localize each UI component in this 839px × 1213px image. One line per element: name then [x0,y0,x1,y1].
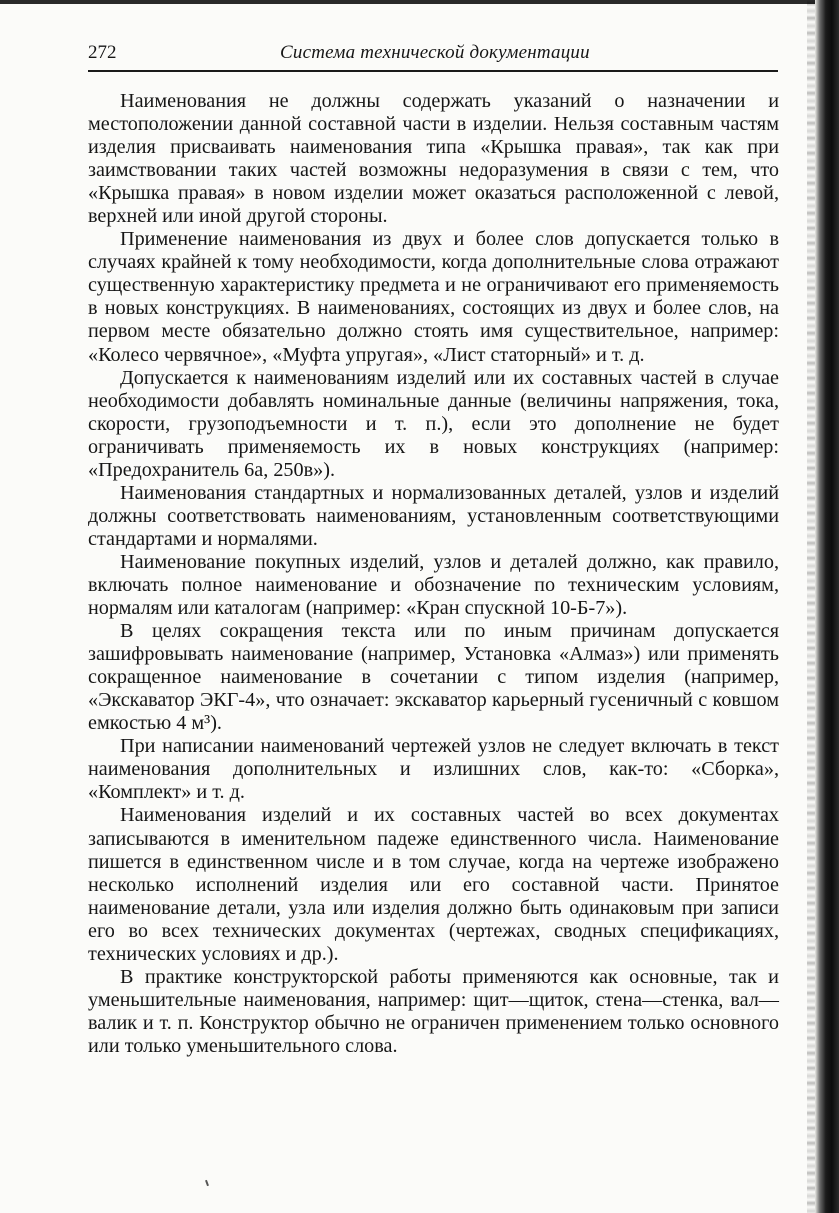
page-number: 272 [88,42,117,63]
paragraph: Наименование покупных изделий, узлов и деталей должно, как правило, включать полное наименование и обозначение по техническим условиям, нормалям или каталогам (например: «Кран спускной 10-Б-7»). [88,550,779,620]
page-header [88,40,778,66]
paragraph: Наименования стандартных и нормализованных деталей, узлов и изделий должны соответствовать наименованиям, установленным соответствующими стандартами и нормалями. [88,481,779,550]
header-rule [88,70,778,72]
paragraph: При написании наименований чертежей узлов не следует включать в текст наименования дополнительных и излишних слов, как-то: «Сборка», «Комплект» и т. д. [88,735,779,804]
paragraph: Применение наименования из двух и более слов допускается только в случаях крайней к тому необходимости, когда дополнительные слова отражают существенную характеристику предмета и не ограничивают его применяемость в новых конструкциях. В наименованиях, состоящих из двух и более слов, на первом месте обязательно должно стоять имя существительное, например: «Колесо червячное», «Муфта упругая», «Лист статорный» и т. д. [88,228,779,366]
paragraph: Наименования изделий и их составных частей во всех документах записываются в именительном падеже единственного числа. Наименование пишется в единственном числе и в том случае, когда на чертеже изображено несколько исполнений изделия или его составной части. Принятое наименование детали, узла или изделия должно быть одинаковым при записи его во всех технических документах (чертежах, сводных спецификациях, технических условиях и др.). [88,804,779,965]
paragraph: Допускается к наименованиям изделий или их составных частей в случае необходимости добавлять номинальные данные (величины напряжения, тока, скорости, грузоподъемности и т. п.), если это дополнение не будет ограничивать применяемость их в новых конструкциях (например: «Предохранитель 6а, 250в»). [88,366,779,481]
scan-speck [205,1180,209,1186]
running-title: Система технической документации [280,42,590,63]
paragraph: В практике конструкторской работы применяются как основные, так и уменьшительные наименования, например: щит—щиток, стена—стенка, вал—валик и т. п. Конструктор обычно не ограничен применением только основного или только уменьшительного слова. [88,965,779,1057]
scan-binding-edge [815,0,839,1213]
paragraph: В целях сокращения текста или по иным причинам допускается зашифровывать наименование (например, Установка «Алмаз») или применять сокращенное наименование в сочетании с типом изделия (например, «Экскаватор ЭКГ-4», что означает: экскаватор карьерный гусеничный с ковшом емкостью 4 м³). [88,620,779,735]
scan-top-border [0,0,839,4]
body-text [88,90,779,1058]
paragraph: Наименования не должны содержать указаний о назначении и местоположении данной составной части в изделии. Нельзя составным частям изделия присваивать наименования типа «Крышка правая», так как при заимствовании таких частей возможны недоразумения в связи с тем, что «Крышка правая» в новом изделии может оказаться расположенной с левой, верхней или иной другой стороны. [88,90,779,228]
scan-edge-noise [807,0,815,1213]
